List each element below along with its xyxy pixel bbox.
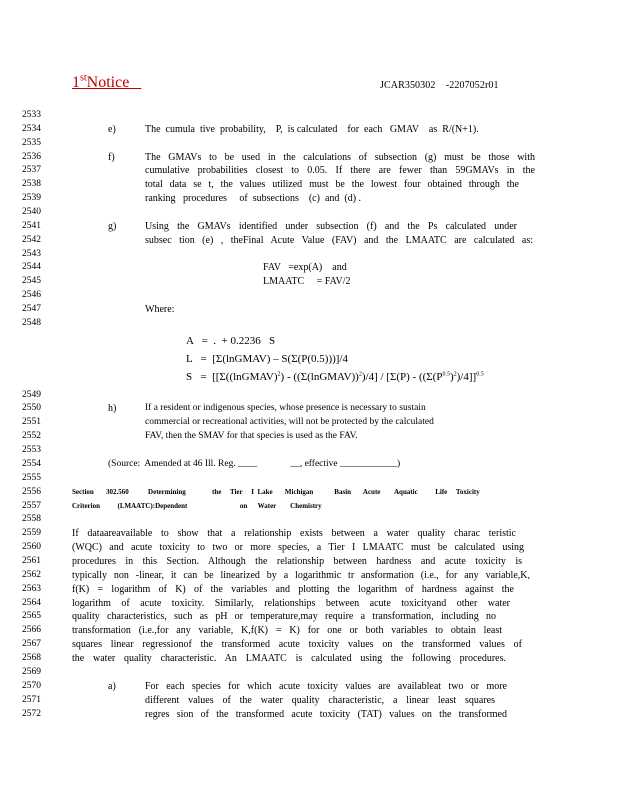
- line-number: 2538: [22, 179, 41, 189]
- line-number: 2536: [22, 152, 41, 162]
- line-number: 2572: [22, 709, 41, 719]
- section-heading: Section 302.560 Determining the Tier I Lake Michigan Basin Acute Aquatic Life Toxicity: [72, 488, 480, 496]
- equation-s-sup: 2: [358, 371, 362, 378]
- item-g-line: Using the GMAVs identified under subsection (f) and the Ps calculated under: [145, 221, 517, 232]
- line-number: 2560: [22, 542, 41, 552]
- document-id: JCAR350302 -2207052r01: [380, 80, 499, 91]
- line-number: 2561: [22, 556, 41, 566]
- line-number: 2546: [22, 290, 41, 300]
- paragraph-line: f(K) = logarithm of K) of the variables and plotting the logarithm of hardness against the: [72, 584, 514, 595]
- equation-s-part: )/4]]: [456, 371, 477, 383]
- line-number: 2568: [22, 653, 41, 663]
- line-number: 2549: [22, 390, 41, 400]
- item-a-line: For each species for which acute toxicity values are availableat two or more: [145, 681, 507, 692]
- item-a-label: a): [108, 681, 116, 692]
- line-number: 2570: [22, 681, 41, 691]
- line-number: 2550: [22, 403, 41, 413]
- notice-title: [72, 74, 141, 92]
- item-f-label: f): [108, 152, 115, 163]
- line-number: 2564: [22, 598, 41, 608]
- item-h-line: If a resident or indigenous species, whose presence is necessary to sustain: [145, 403, 426, 413]
- equation-s-sup: 2: [453, 371, 457, 378]
- equation-s-part: ): [449, 371, 454, 383]
- lmaatc-equation: LMAATC = FAV/2: [263, 276, 351, 287]
- item-e-text: The cumula tive probability, P, is calculated for each GMAV as R/(N+1).: [145, 124, 479, 135]
- line-number: 2543: [22, 249, 41, 259]
- paragraph-line: (WQC) and acute toxicity to two or more species, a Tier I LMAATC must be calculated using: [72, 542, 524, 553]
- line-number: 2563: [22, 584, 41, 594]
- line-number: 2562: [22, 570, 41, 580]
- section-heading-line2: Criterion (LMAATC):Dependent on Water Chemistry: [72, 502, 322, 510]
- source-note: (Source: Amended at 46 Ill. Reg. ____ __, effective ____________): [108, 459, 401, 469]
- item-a-line: regres sion of the transformed acute toxicity (TAT) values on the transformed: [145, 709, 507, 720]
- item-f-line: ranking procedures of subsections (c) and (d) .: [145, 193, 362, 204]
- line-number: 2542: [22, 235, 41, 245]
- line-number: 2554: [22, 459, 41, 469]
- fav-equation: FAV =exp(A) and: [263, 262, 347, 273]
- line-number: 2559: [22, 528, 41, 538]
- line-number: 2533: [22, 110, 41, 120]
- line-number: 2545: [22, 276, 41, 286]
- equation-s-part: S = [[Σ((lnGMAV): [186, 371, 278, 383]
- line-number: 2534: [22, 124, 41, 134]
- line-number: 2547: [22, 304, 41, 314]
- line-number: 2558: [22, 514, 41, 524]
- notice-superscript: st: [80, 72, 87, 84]
- line-number: 2544: [22, 262, 41, 272]
- line-number: 2557: [22, 501, 41, 511]
- line-number: 2571: [22, 695, 41, 705]
- line-number: 2552: [22, 431, 41, 441]
- line-number: 2548: [22, 318, 41, 328]
- item-a-line: different values of the water quality characteristic, a linear least squares: [145, 695, 495, 706]
- line-number: 2555: [22, 473, 41, 483]
- line-number: 2567: [22, 639, 41, 649]
- equation-s-sup: 0.5: [476, 371, 484, 378]
- line-number: 2569: [22, 667, 41, 677]
- equation-s-sup: 0.5: [442, 371, 450, 378]
- equation-a: A = . + 0.2236 S: [186, 335, 276, 347]
- notice-word: Notice: [86, 74, 130, 91]
- line-number: 2553: [22, 445, 41, 455]
- paragraph-line: squares linear regressionof the transformed acute toxicity values on the transformed values of: [72, 639, 522, 650]
- paragraph-line: transformation (i.e.,for any variable, K,f(K) = K) for one or both variables to obtain least: [72, 625, 502, 636]
- equation-l: L = [Σ(lnGMAV) – S(Σ(P(0.5)))]/4: [186, 353, 348, 365]
- where-label: Where:: [145, 304, 175, 315]
- paragraph-line: the water quality characteristic. An LMAATC is calculated using the following procedures.: [72, 653, 506, 664]
- line-number: 2551: [22, 417, 41, 427]
- line-number: 2556: [22, 487, 41, 497]
- equation-s: [186, 372, 484, 383]
- item-h-label: h): [108, 403, 117, 414]
- equation-s-part: ) - ((Σ(lnGMAV)): [280, 371, 359, 383]
- line-number: 2539: [22, 193, 41, 203]
- item-e-label: e): [108, 124, 116, 135]
- paragraph-line: procedures in this Section. Although the relationship between hardness and acute toxicity is: [72, 556, 522, 567]
- line-number: 2535: [22, 138, 41, 148]
- line-number: 2540: [22, 207, 41, 217]
- item-g-label: g): [108, 221, 117, 232]
- item-g-line: subsec tion (e) , theFinal Acute Value (FAV) and the LMAATC are calculated as:: [145, 235, 533, 246]
- line-number: 2565: [22, 611, 41, 621]
- notice-prefix: 1: [72, 74, 80, 91]
- paragraph-line: quality characteristics, such as pH or temperature,may require a transformation, including no: [72, 611, 496, 622]
- paragraph-line: typically non -linear, it can be linearized by a logarithmic tr ansformation (i.e., for any variable,K,: [72, 570, 530, 581]
- item-h-line: FAV, then the SMAV for that species is used as the FAV.: [145, 431, 358, 441]
- item-f-line: total data se t, the values utilized must be the lowest four obtained through the: [145, 179, 519, 190]
- item-f-line: The GMAVs to be used in the calculations of subsection (g) must be those with: [145, 152, 535, 163]
- equation-s-sup: 2: [277, 371, 281, 378]
- paragraph-line: logarithm of acute toxicity. Similarly, relationships between acute toxicityand other water: [72, 598, 510, 609]
- line-number: 2566: [22, 625, 41, 635]
- line-number: 2541: [22, 221, 41, 231]
- item-h-line: commercial or recreational activities, will not be protected by the calculated: [145, 417, 434, 427]
- equation-s-part: )/4] / [Σ(P) - ((Σ(P: [361, 371, 443, 383]
- line-number: 2537: [22, 165, 41, 175]
- paragraph-line: If dataareavailable to show that a relationship exists between a water quality charac teristic: [72, 528, 516, 539]
- item-f-line: cumulative probabilities closest to 0.05. If there are fewer than 59GMAVs in the: [145, 165, 535, 176]
